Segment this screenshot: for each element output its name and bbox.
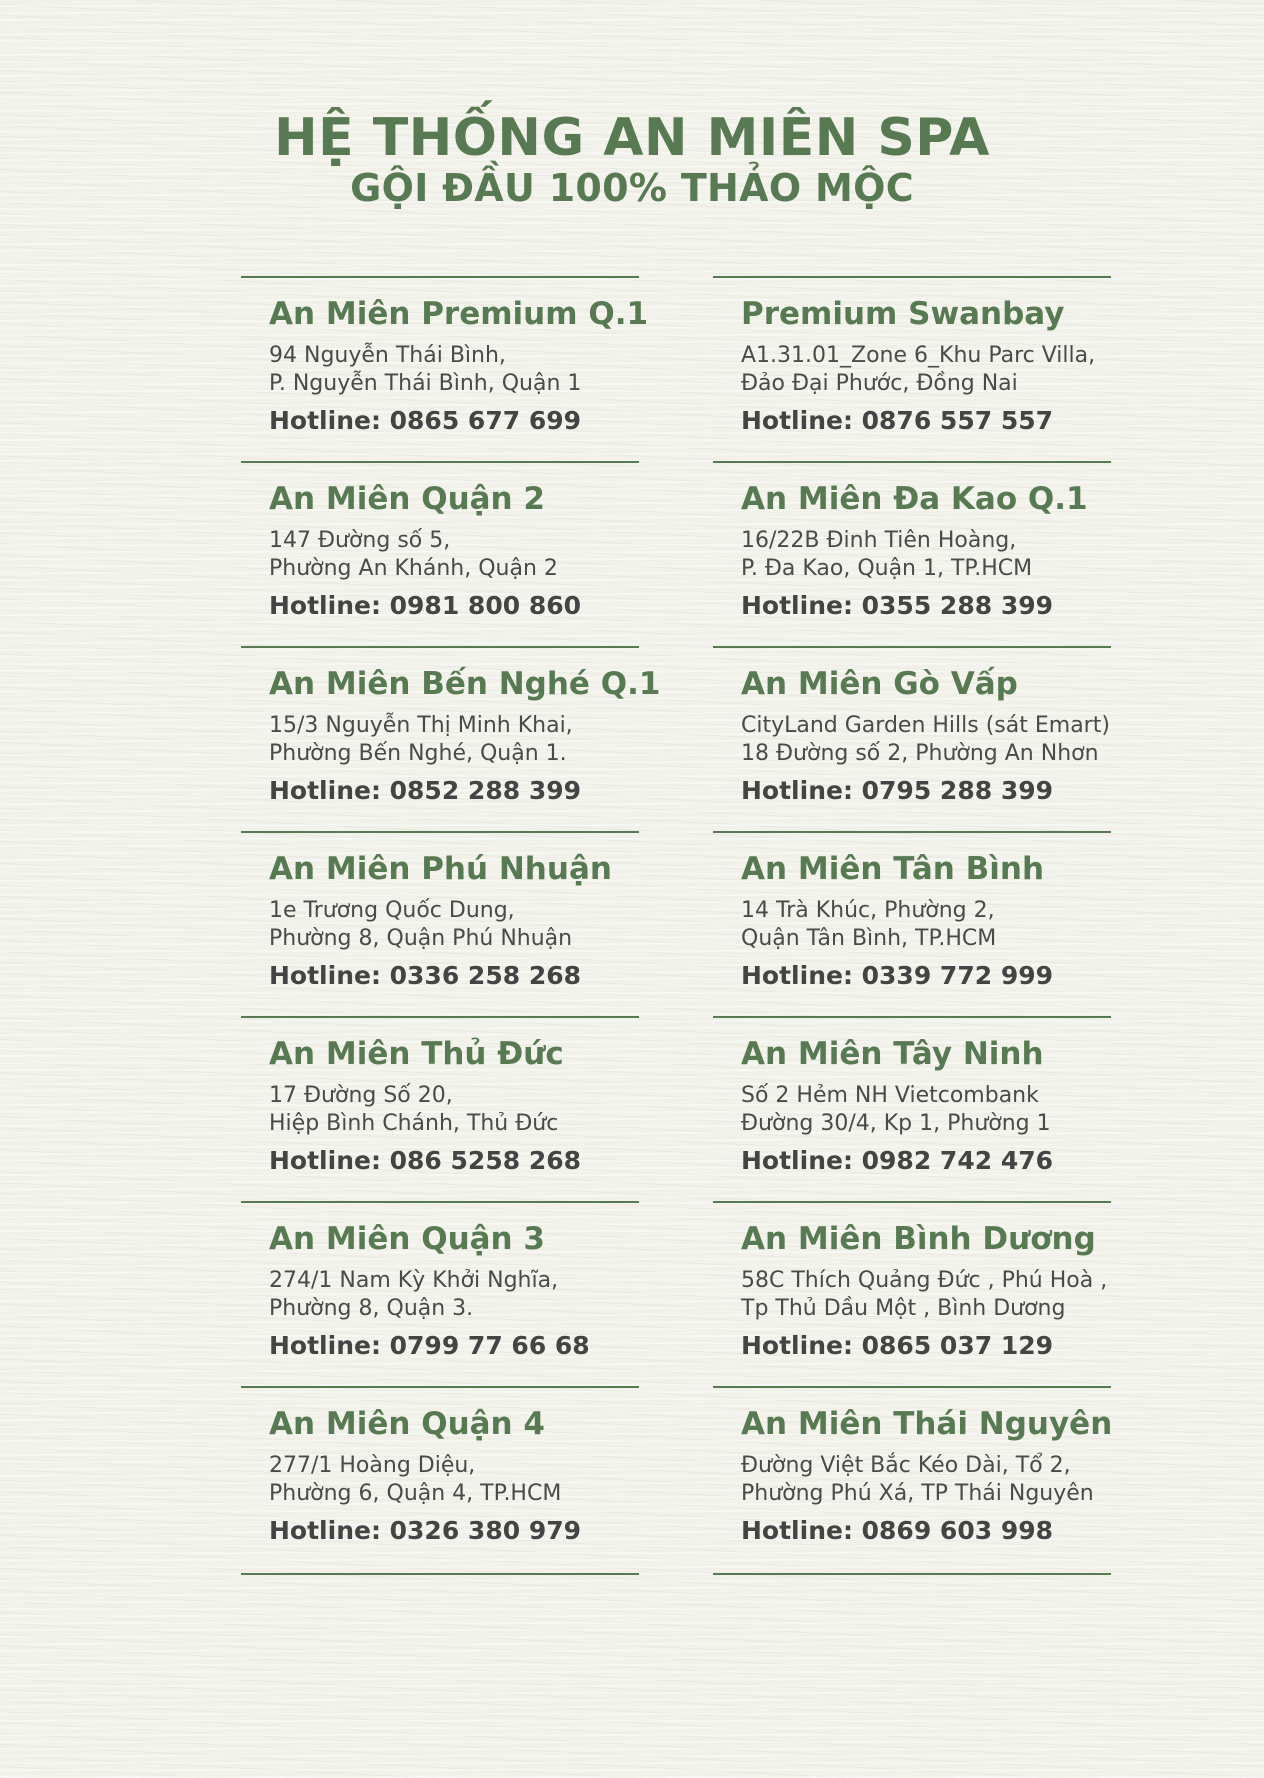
location-hotline: Hotline: 0339 772 999 <box>741 961 1053 990</box>
location-address <box>741 342 1095 398</box>
location-card <box>241 1016 639 1201</box>
location-address <box>269 712 573 768</box>
location-hotline: Hotline: 0876 557 557 <box>741 406 1053 435</box>
location-hotline: Hotline: 0981 800 860 <box>269 591 581 620</box>
address-line-1: 15/3 Nguyễn Thị Minh Khai, <box>269 713 573 738</box>
location-name: An Miên Quận 4 <box>269 1406 545 1442</box>
address-line-2: 18 Đường số 2, Phường An Nhơn <box>741 741 1099 766</box>
address-line-2: Hiệp Bình Chánh, Thủ Đức <box>269 1111 559 1136</box>
location-name: An Miên Tây Ninh <box>741 1036 1044 1072</box>
location-name: An Miên Đa Kao Q.1 <box>741 481 1088 517</box>
address-line-1: CityLand Garden Hills (sát Emart) <box>741 713 1110 738</box>
location-name: An Miên Gò Vấp <box>741 666 1018 702</box>
location-name: An Miên Bình Dương <box>741 1221 1096 1257</box>
location-column-right <box>713 276 1111 1575</box>
location-address <box>269 1267 558 1323</box>
location-address <box>741 897 996 953</box>
location-card <box>241 646 661 831</box>
location-hotline: Hotline: 0326 380 979 <box>269 1516 581 1545</box>
location-card <box>713 461 1111 646</box>
address-line-2: Phường 6, Quận 4, TP.HCM <box>269 1481 562 1506</box>
page-title: HỆ THỐNG AN MIÊN SPA <box>274 108 990 168</box>
location-name: An Miên Thái Nguyên <box>741 1406 1113 1442</box>
location-name: An Miên Bến Nghé Q.1 <box>269 666 661 702</box>
address-line-1: 14 Trà Khúc, Phường 2, <box>741 898 995 923</box>
address-line-2: Phường 8, Quận 3. <box>269 1296 474 1321</box>
location-card <box>713 646 1111 831</box>
location-name: An Miên Quận 2 <box>269 481 545 517</box>
address-line-1: 16/22B Đinh Tiên Hoàng, <box>741 528 1017 553</box>
location-address <box>269 527 558 583</box>
location-name: An Miên Thủ Đức <box>269 1036 564 1072</box>
location-name: Premium Swanbay <box>741 296 1065 332</box>
location-hotline: Hotline: 0852 288 399 <box>269 776 581 805</box>
location-name: An Miên Phú Nhuận <box>269 851 612 887</box>
address-line-2: Đảo Đại Phước, Đồng Nai <box>741 371 1018 396</box>
location-hotline: Hotline: 086 5258 268 <box>269 1146 581 1175</box>
location-card <box>241 461 639 646</box>
location-column-left <box>241 276 661 1575</box>
location-hotline: Hotline: 0336 258 268 <box>269 961 581 990</box>
location-card <box>713 276 1111 461</box>
location-address <box>741 1267 1107 1323</box>
address-line-2: Đường 30/4, Kp 1, Phường 1 <box>741 1111 1051 1136</box>
address-line-1: 274/1 Nam Kỳ Khởi Nghĩa, <box>269 1268 559 1293</box>
address-line-1: A1.31.01_Zone 6_Khu Parc Villa, <box>741 343 1096 368</box>
address-line-2: Phường Bến Nghé, Quận 1. <box>269 741 567 766</box>
location-name: An Miên Quận 3 <box>269 1221 545 1257</box>
address-line-2: Tp Thủ Dầu Một , Bình Dương <box>741 1296 1066 1321</box>
page-subtitle: GỘI ĐẦU 100% THẢO MỘC <box>350 166 914 210</box>
location-address <box>269 342 581 398</box>
address-line-1: 17 Đường Số 20, <box>269 1083 453 1108</box>
address-line-2: P. Đa Kao, Quận 1, TP.HCM <box>741 556 1033 581</box>
location-hotline: Hotline: 0865 677 699 <box>269 406 581 435</box>
address-line-2: P. Nguyễn Thái Bình, Quận 1 <box>269 371 582 396</box>
location-hotline: Hotline: 0982 742 476 <box>741 1146 1053 1175</box>
location-address <box>741 712 1110 768</box>
address-line-2: Phường Phú Xá, TP Thái Nguyên <box>741 1481 1094 1506</box>
location-address <box>269 897 572 953</box>
location-address <box>269 1082 558 1138</box>
location-card <box>241 831 639 1016</box>
location-hotline: Hotline: 0355 288 399 <box>741 591 1053 620</box>
location-card <box>241 276 649 461</box>
location-hotline: Hotline: 0795 288 399 <box>741 776 1053 805</box>
address-line-1: 147 Đường số 5, <box>269 528 451 553</box>
address-line-1: Đường Việt Bắc Kéo Dài, Tổ 2, <box>741 1453 1071 1478</box>
location-hotline: Hotline: 0799 77 66 68 <box>269 1331 590 1360</box>
location-hotline: Hotline: 0869 603 998 <box>741 1516 1053 1545</box>
location-address <box>741 527 1032 583</box>
address-line-2: Quận Tân Bình, TP.HCM <box>741 926 997 951</box>
location-card <box>713 1016 1111 1201</box>
location-card <box>713 1201 1111 1386</box>
address-line-2: Phường An Khánh, Quận 2 <box>269 556 558 581</box>
address-line-1: 58C Thích Quảng Đức , Phú Hoà , <box>741 1268 1108 1293</box>
location-hotline: Hotline: 0865 037 129 <box>741 1331 1053 1360</box>
address-line-1: Số 2 Hẻm NH Vietcombank <box>741 1083 1039 1108</box>
address-line-1: 94 Nguyễn Thái Bình, <box>269 343 506 368</box>
location-name: An Miên Tân Bình <box>741 851 1045 887</box>
address-line-1: 277/1 Hoàng Diệu, <box>269 1453 476 1478</box>
location-address <box>741 1452 1094 1508</box>
location-name: An Miên Premium Q.1 <box>269 296 649 332</box>
location-card <box>241 1386 639 1575</box>
location-address <box>269 1452 561 1508</box>
address-line-2: Phường 8, Quận Phú Nhuận <box>269 926 573 951</box>
location-card <box>713 831 1111 1016</box>
address-line-1: 1e Trương Quốc Dung, <box>269 898 515 923</box>
location-address <box>741 1082 1051 1138</box>
location-card <box>241 1201 639 1386</box>
location-card <box>713 1386 1111 1575</box>
